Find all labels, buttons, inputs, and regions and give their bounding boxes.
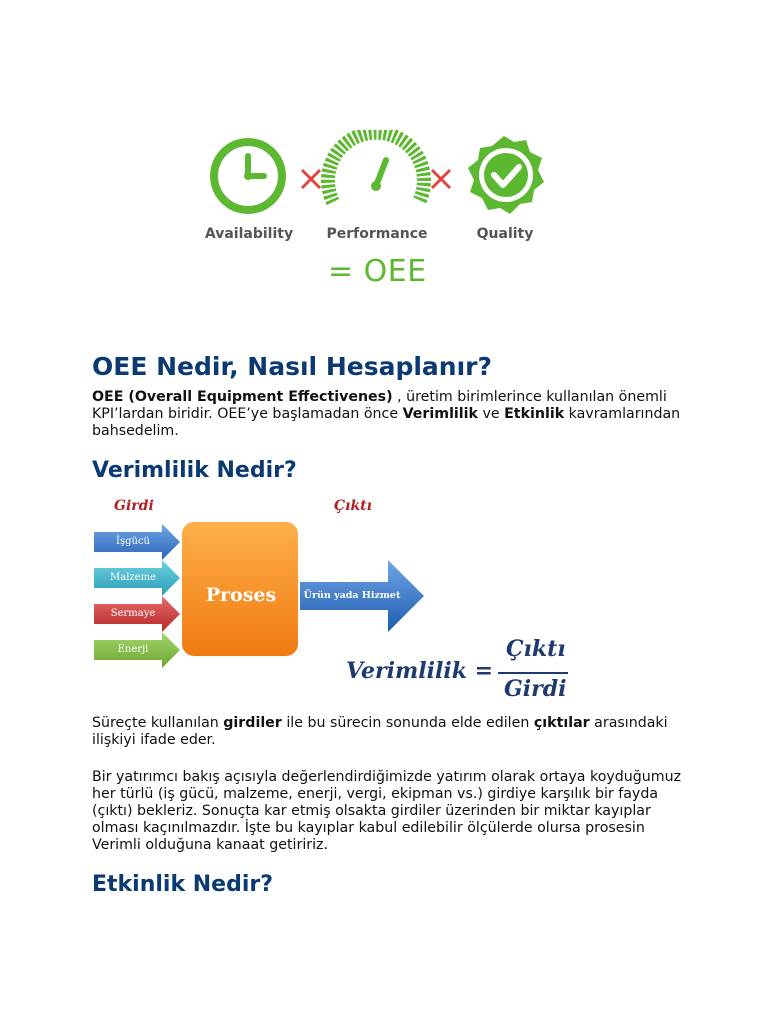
page-title: OEE Nedir, Nasıl Hesaplanır? [92,352,492,381]
multiply-icon [302,170,320,188]
fraction-bar [498,672,568,674]
investor-paragraph: Bir yatırımcı bakış açısıyla değerlendirdiğimizde yatırım olarak ortaya koyduğumuz her türlü (iş gücü, malzeme, enerji, vergi, ekipman vs.) girdiye karşılık bir fayda (çıktı) bekleriz. Sonuçta kar etmiş olsakta girdiler üzerinden bir miktar kayıplar olması kaçınılmazdır. İşte bu kayıplar kabul edilebilir ölçülerde olursa prosesin Verimli olduğuna kanaat getiririz. [92,769,682,853]
text: kavramlarından bahsedelim. [92,406,681,439]
girdi-label: Girdi [114,498,154,514]
formula-denominator: Girdi [504,676,567,702]
oee-term: OEE (Overall Equipment Effectivenes) [92,389,393,405]
verimlilik-formula [346,636,582,708]
verimlilik-term: Verimlilik [402,406,478,422]
speedometer-icon [328,133,424,202]
cikti-label: Çıktı [334,498,372,514]
oee-icons [200,130,560,230]
verimlilik-diagram [92,496,582,711]
intro-paragraph [92,389,692,440]
proses-label: Proses [205,584,277,606]
input-label-enerji: Enerji [117,644,149,655]
clock-icon [210,138,286,214]
multiply-icon [432,170,450,188]
performance-label: Performance [326,226,428,242]
formula-numerator: Çıktı [506,636,566,662]
section-heading-etkinlik: Etkinlik Nedir? [92,872,273,897]
girdiler-term: girdiler [223,715,282,731]
text: arasındaki ilişkiyi ifade eder. [92,715,668,748]
input-label-malzeme: Malzeme [110,572,156,583]
formula-lhs: Verimlilik = [346,658,494,684]
text: Süreçte kullanılan [92,715,224,731]
oee-formula-figure [200,130,560,300]
availability-label: Availability [204,226,294,242]
etkinlik-term: Etkinlik [504,406,565,422]
oee-result: = OEE [328,254,427,289]
text: ve [477,406,505,422]
text: , üretim birimlerince kullanılan önemli KPI’lardan biridir. OEE’ye başlamadan önce [92,389,667,422]
input-label-sermaye: Sermaye [110,608,156,619]
checkmark-badge-icon [468,136,544,214]
input-label-isgucu: İşgücü [116,536,150,547]
verimlilik-definition [92,715,692,749]
text: ile bu sürecin sonunda elde edilen [281,715,534,731]
quality-label: Quality [476,226,534,242]
output-label: Ürün yada Hizmet [303,590,401,601]
ciktilar-term: çıktılar [533,715,590,731]
section-heading-verimlilik: Verimlilik Nedir? [92,458,297,483]
